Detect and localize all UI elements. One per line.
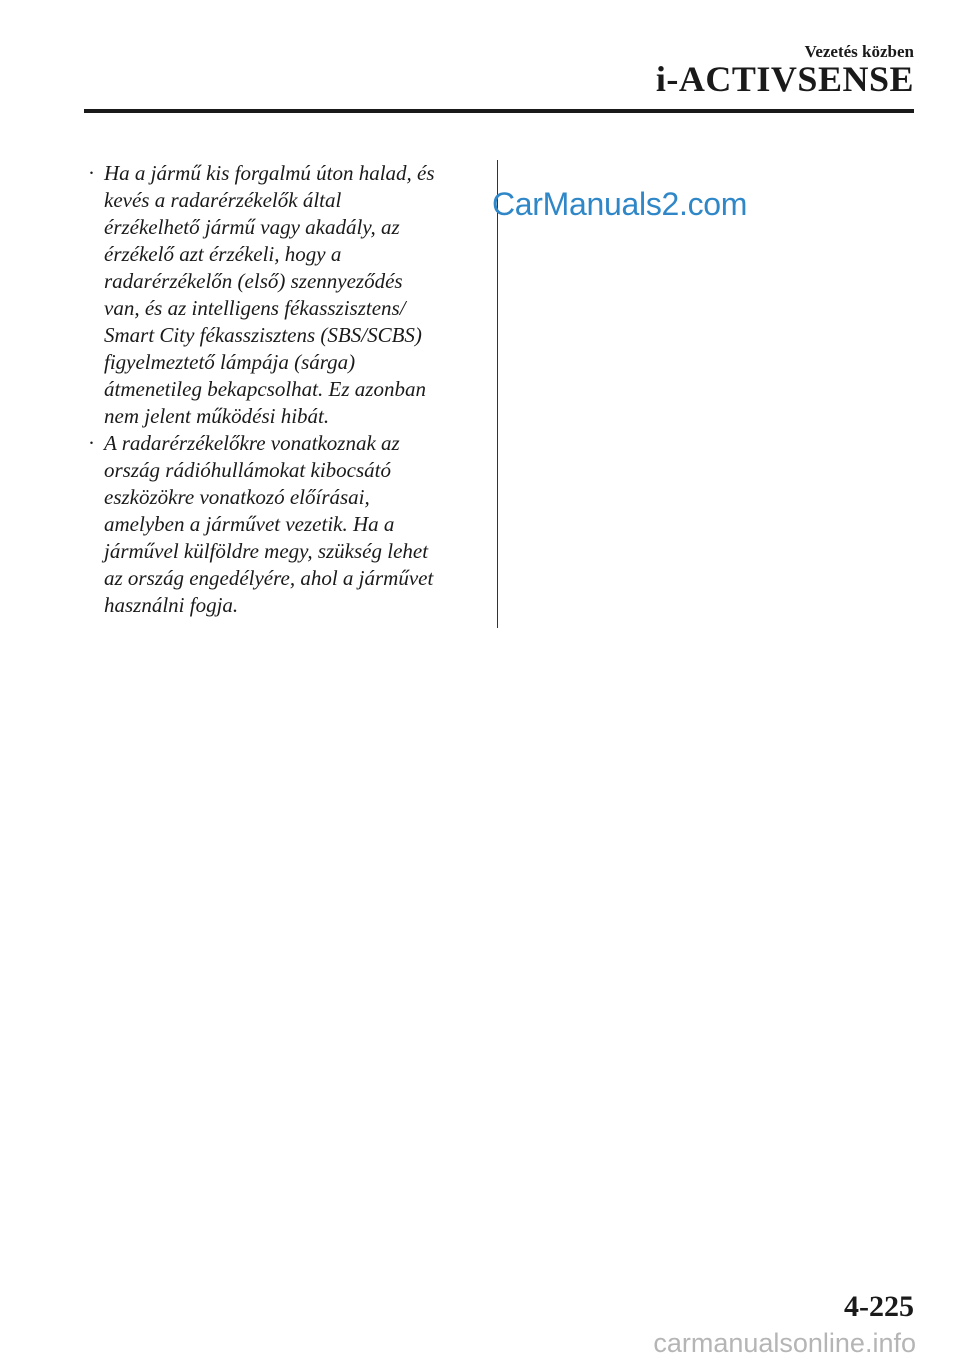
bullet-line: figyelmeztető lámpája (sárga) xyxy=(104,350,356,374)
column-divider xyxy=(497,160,498,628)
bullet-line: radarérzékelőn (első) szennyeződés xyxy=(104,269,403,293)
bullet-line: érzékelő azt érzékeli, hogy a xyxy=(104,242,342,266)
bullet-line: használni fogja. xyxy=(104,593,239,617)
bullet-line: amelyben a járművet vezetik. Ha a xyxy=(104,512,395,536)
text-column xyxy=(84,160,484,619)
bullet-item xyxy=(84,160,484,430)
bullet-line: járművel külföldre megy, szükség lehet xyxy=(104,539,429,563)
bullet-line: Smart City fékasszisztens (SBS/SCBS) xyxy=(104,323,422,347)
bullet-dot-icon: · xyxy=(88,431,95,455)
bullet-line: Ha a jármű kis forgalmú úton halad, és xyxy=(104,161,435,185)
bullet-line: érzékelhető jármű vagy akadály, az xyxy=(104,215,400,239)
bullet-item xyxy=(84,430,484,619)
section-name: Vezetés közben xyxy=(804,42,914,61)
bullet-line: ország rádióhullámokat kibocsátó xyxy=(104,458,391,482)
bullet-line: az ország engedélyére, ahol a járművet xyxy=(104,566,434,590)
watermark-logo: CarManuals2.com xyxy=(492,186,748,222)
footer-watermark: carmanualsonline.info xyxy=(653,1328,916,1358)
bullet-line: nem jelent működési hibát. xyxy=(104,404,330,428)
bullet-line: átmenetileg bekapcsolhat. Ez azonban xyxy=(104,377,426,401)
bullet-line: A radarérzékelőkre vonatkoznak az xyxy=(104,431,400,455)
bullet-line: van, és az intelligens fékasszisztens/ xyxy=(104,296,406,320)
page-number: 4-225 xyxy=(844,1290,914,1323)
bullet-dot-icon: · xyxy=(88,161,95,185)
bullet-line: eszközökre vonatkozó előírásai, xyxy=(104,485,370,509)
chapter-title: i-ACTIVSENSE xyxy=(655,59,914,99)
header-rule xyxy=(84,109,914,113)
bullet-line: kevés a radarérzékelők által xyxy=(104,188,342,212)
